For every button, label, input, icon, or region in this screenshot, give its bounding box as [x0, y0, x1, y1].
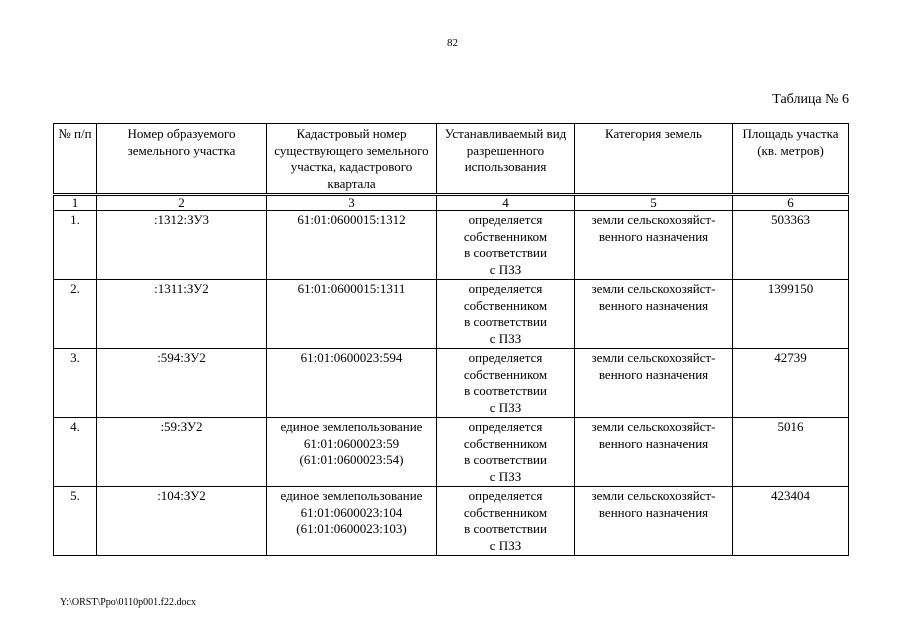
- plot-number: :104:ЗУ2: [97, 487, 267, 556]
- cadastral-number: единое землепользование 61:01:0600023:104 (61:01:0600023:103): [267, 487, 437, 556]
- row-number: 3.: [54, 349, 97, 418]
- plot-area: 5016: [733, 418, 849, 487]
- permitted-use: определяется собственником в соответствии с ПЗЗ: [437, 349, 575, 418]
- column-index: 5: [575, 195, 733, 211]
- table-row: [54, 418, 849, 487]
- column-index: 3: [267, 195, 437, 211]
- cadastral-number: 61:01:0600015:1311: [267, 280, 437, 349]
- column-index: 4: [437, 195, 575, 211]
- permitted-use: определяется собственником в соответствии с ПЗЗ: [437, 211, 575, 280]
- cadastral-number: 61:01:0600015:1312: [267, 211, 437, 280]
- permitted-use: определяется собственником в соответствии с ПЗЗ: [437, 487, 575, 556]
- table-caption: Таблица № 6: [772, 92, 849, 107]
- column-index: 1: [54, 195, 97, 211]
- plot-area: 423404: [733, 487, 849, 556]
- header-land-category: Категория земель: [575, 124, 733, 195]
- table-row: [54, 349, 849, 418]
- plot-number: :594:ЗУ2: [97, 349, 267, 418]
- row-number: 1.: [54, 211, 97, 280]
- row-number: 2.: [54, 280, 97, 349]
- row-number: 5.: [54, 487, 97, 556]
- header-permitted-use: Устанавливаемый вид разрешенного использования: [437, 124, 575, 195]
- permitted-use: определяется собственником в соответствии с ПЗЗ: [437, 280, 575, 349]
- header-number: № п/п: [54, 124, 97, 195]
- cadastral-number: 61:01:0600023:594: [267, 349, 437, 418]
- land-plots-table: [53, 123, 849, 556]
- footer-file-path: Y:\ORST\Ppo\0110p001.f22.docx: [60, 597, 196, 608]
- column-index-row: [54, 195, 849, 211]
- header-cadastral-number: Кадастровый номер существующего земельного участка, кадастрового квартала: [267, 124, 437, 195]
- plot-area: 1399150: [733, 280, 849, 349]
- row-number: 4.: [54, 418, 97, 487]
- page-number: 82: [447, 37, 458, 49]
- land-category: земли сельскохозяйст- венного назначения: [575, 418, 733, 487]
- table-row: [54, 487, 849, 556]
- table-header-row: [54, 124, 849, 195]
- land-category: земли сельскохозяйст- венного назначения: [575, 487, 733, 556]
- column-index: 2: [97, 195, 267, 211]
- permitted-use: определяется собственником в соответствии с ПЗЗ: [437, 418, 575, 487]
- land-category: земли сельскохозяйст- венного назначения: [575, 280, 733, 349]
- column-index: 6: [733, 195, 849, 211]
- header-area: Площадь участка (кв. метров): [733, 124, 849, 195]
- land-category: земли сельскохозяйст- венного назначения: [575, 349, 733, 418]
- land-category: земли сельскохозяйст- венного назначения: [575, 211, 733, 280]
- cadastral-number: единое землепользование 61:01:0600023:59 (61:01:0600023:54): [267, 418, 437, 487]
- table-row: [54, 211, 849, 280]
- table-row: [54, 280, 849, 349]
- plot-number: :59:ЗУ2: [97, 418, 267, 487]
- plot-area: 503363: [733, 211, 849, 280]
- header-plot-number: Номер образуемого земельного участка: [97, 124, 267, 195]
- plot-area: 42739: [733, 349, 849, 418]
- plot-number: :1311:ЗУ2: [97, 280, 267, 349]
- plot-number: :1312:ЗУ3: [97, 211, 267, 280]
